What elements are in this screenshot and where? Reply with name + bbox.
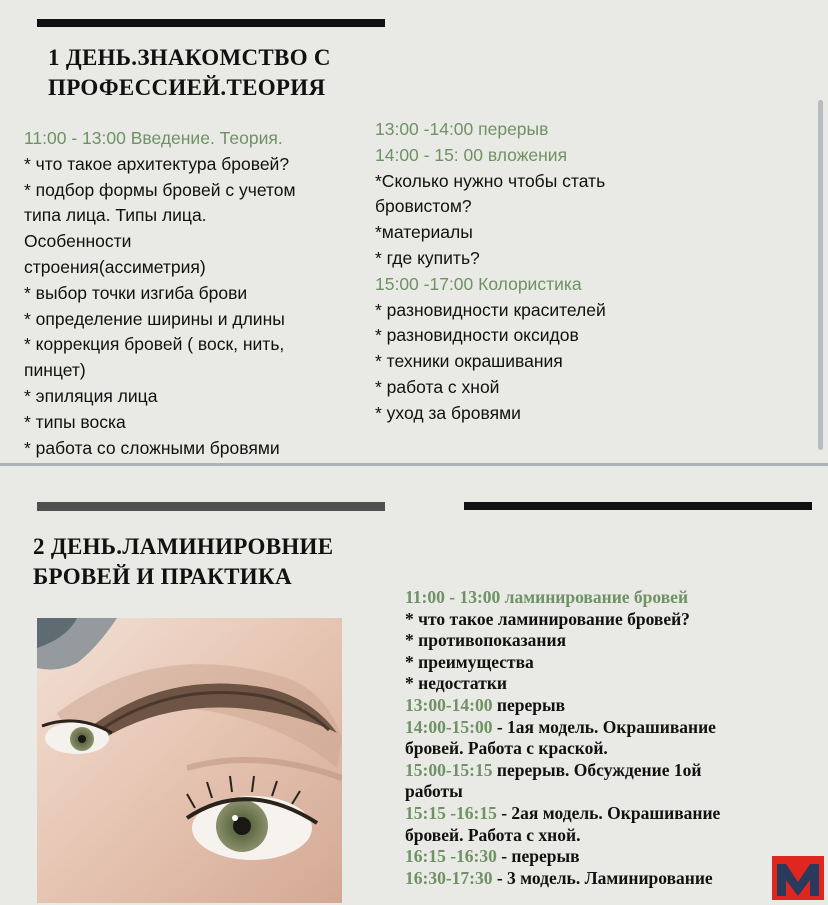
day2-schedule-text: - 2ая модель. Окрашивание — [496, 802, 721, 823]
day1-left-line: строения(ассиметрия) — [24, 256, 206, 277]
day2-schedule-text: работы — [405, 781, 463, 802]
day1-left-line: * подбор формы бровей с учетом — [24, 179, 296, 200]
day2-schedule-row — [405, 846, 720, 868]
day2-schedule-row — [405, 760, 720, 782]
day1-right-line: * где купить? — [375, 247, 480, 268]
day1-right-column — [375, 117, 606, 427]
day1-right-heading: 13:00 -14:00 перерыв — [375, 119, 549, 139]
day2-schedule-text: - 1ая модель. Окрашивание — [492, 716, 716, 737]
day1-left-line: * что такое архитектура бровей? — [24, 153, 290, 174]
day1-right-heading: 15:00 -17:00 Колористика — [375, 273, 582, 294]
day2-title — [33, 532, 333, 592]
day2-schedule-text: перерыв. Обсуждение 1ой — [492, 759, 702, 780]
day1-right-line: * техники окрашивания — [375, 351, 563, 372]
day2-schedule-text: - перерыв — [496, 846, 580, 867]
day2-schedule-time: 11:00 - 13:00 ламинирование бровей — [405, 587, 689, 607]
day1-left-line: * определение ширины и длины — [24, 308, 285, 329]
day1-title — [48, 43, 331, 103]
top-bar — [37, 19, 385, 27]
day1-title-line: ПРОФЕССИЕЙ.ТЕОРИЯ — [48, 75, 326, 100]
day2-left-bar — [37, 502, 385, 511]
day2-schedule-text: * недостатки — [405, 673, 507, 694]
day2-schedule-row — [405, 695, 720, 717]
day1-right-line: * разновидности оксидов — [375, 325, 579, 346]
day1-left-line: Особенности — [24, 231, 132, 252]
day1-right-line: * разновидности красителей — [375, 299, 606, 320]
day2-schedule-row — [405, 609, 720, 631]
day2-schedule-row — [405, 825, 720, 847]
day2-schedule — [405, 587, 720, 889]
day2-right-bar — [464, 502, 812, 510]
section-divider — [0, 463, 828, 466]
day2-schedule-time: 16:15 -16:30 — [405, 846, 497, 867]
brand-logo — [772, 856, 824, 900]
day1-right-heading: 14:00 - 15: 00 вложения — [375, 144, 568, 165]
day1-right-line: бровистом? — [375, 196, 472, 217]
day1-right-line: * уход за бровями — [375, 402, 521, 423]
day1-right-line: *материалы — [375, 222, 473, 243]
day2-schedule-text: - 3 модель. Ламинирование — [492, 867, 713, 888]
eyebrow-photo — [37, 618, 342, 903]
day1-left-line: типа лица. Типы лица. — [24, 205, 207, 226]
day2-schedule-text: бровей. Работа с хной. — [405, 824, 581, 845]
day1-left-heading: 11:00 - 13:00 Введение. Теория. — [24, 128, 283, 148]
day1-title-line: 1 ДЕНЬ.ЗНАКОМСТВО С — [48, 45, 331, 70]
day2-schedule-time: 15:15 -16:15 — [405, 802, 497, 823]
day2-schedule-row — [405, 781, 720, 803]
day2-schedule-time: 15:00-15:15 — [405, 759, 493, 780]
day1-left-line: * выбор точки изгиба брови — [24, 282, 248, 303]
day2-schedule-row — [405, 803, 720, 825]
day1-left-line: * типы воска — [24, 411, 126, 432]
day2-schedule-text: перерыв — [492, 694, 566, 715]
day2-schedule-row — [405, 673, 720, 695]
day2-schedule-row — [405, 630, 720, 652]
day1-left-line: * эпиляция лица — [24, 385, 158, 406]
day2-schedule-time: 16:30-17:30 — [405, 867, 493, 888]
day2-title-line: 2 ДЕНЬ.ЛАМИНИРОВНИЕ — [33, 534, 334, 559]
day2-schedule-row — [405, 738, 720, 760]
day1-left-line: пинцет) — [24, 360, 86, 381]
day2-schedule-time: 13:00-14:00 — [405, 694, 493, 715]
day1-right-line: *Сколько нужно чтобы стать — [375, 170, 606, 191]
day2-schedule-text: * преимущества — [405, 651, 534, 672]
day2-schedule-text: * что такое ламинирование бровей? — [405, 608, 690, 629]
day1-left-column — [24, 126, 296, 461]
day2-schedule-text: * противопоказания — [405, 630, 567, 651]
day1-left-list — [24, 152, 296, 462]
day1-left-line: * коррекция бровей ( воск, нить, — [24, 334, 285, 355]
day2-title-line: БРОВЕЙ И ПРАКТИКА — [33, 564, 292, 589]
day2-schedule-row — [405, 868, 720, 890]
day2-schedule-text: бровей. Работа с краской. — [405, 738, 608, 759]
day2-schedule-row — [405, 717, 720, 739]
scroll-indicator — [818, 100, 823, 450]
day1-right-line: * работа с хной — [375, 376, 500, 397]
day1-left-line: * работа со сложными бровями — [24, 437, 280, 458]
day2-schedule-row — [405, 587, 720, 609]
day2-schedule-row — [405, 652, 720, 674]
day2-schedule-time: 14:00-15:00 — [405, 716, 493, 737]
